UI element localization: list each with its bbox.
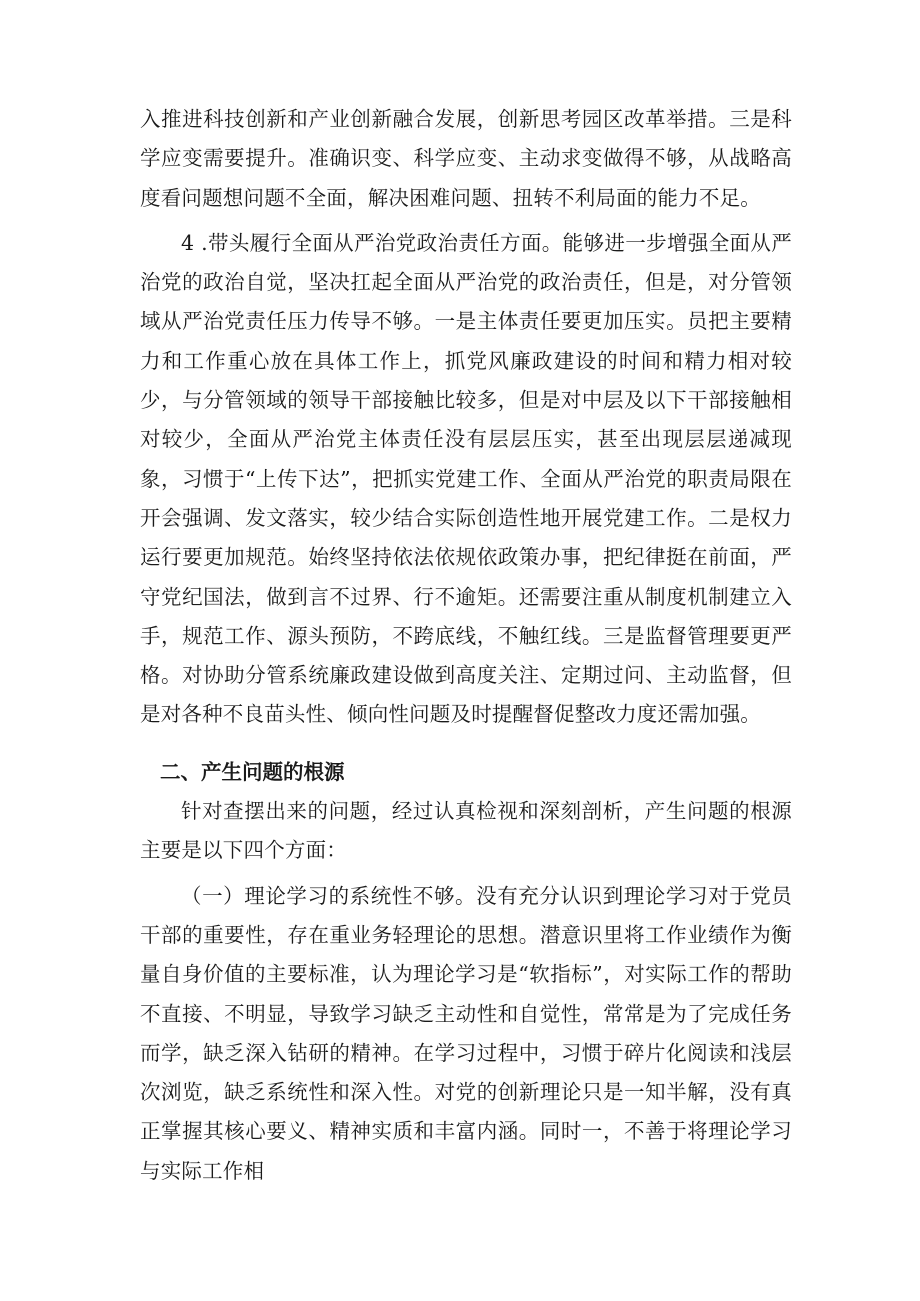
document-body xyxy=(140,100,792,1191)
paragraph-continuation: 入推进科技创新和产业创新融合发展，创新思考园区改革举措。三是科学应变需要提升。准确识变、科学应变、主动求变做得不够，从战略高度看问题想问题不全面，解决困难问题、扭转不利局面的能力不足。 xyxy=(140,107,792,210)
paragraph-root-causes-intro: 针对查摆出来的问题，经过认真检视和深刻剖析，产生问题的根源主要是以下四个方面： xyxy=(140,799,792,863)
section-heading-root-causes: 二、产生问题的根源 xyxy=(160,759,345,784)
paragraph-theory-study: （一）理论学习的系统性不够。没有充分认识到理论学习对于党员干部的重要性，存在重业务轻理论的思想。潜意识里将工作业绩作为衡量自身价值的主要标准，认为理论学习是“软指标”，对实际工作的帮助不直接、不明显，导致学习缺乏主动性和自觉性，常常是为了完成任务而学，缺乏深入钻研的精神。在学习过程中，习惯于碎片化阅读和浅层次浏览，缺乏系统性和深入性。对党的创新理论只是一知半解，没有真正掌握其核心要义、精神实质和丰富内涵。同时一，不善于将理论学习与实际工作相 xyxy=(140,883,792,1183)
paragraph-party-responsibility: 4 .带头履行全面从严治党政治责任方面。能够进一步增强全面从严治党的政治自觉，坚决扛起全面从严治党的政治责任，但是，对分管领域从严治党责任压力传导不够。一是主体责任要更加压实。员把主要精力和工作重心放在具体工作上，抓党风廉政建设的时间和精力相对较少，与分管领域的领导干部接触比较多，但是对中层及以下干部接触相对较少，全面从严治党主体责任没有层层压实，甚至出现层层递减现象，习惯于“上传下达”，把抓实党建工作、全面从严治党的职责局限在开会强调、发文落实，较少结合实际创造性地开展党建工作。二是权力运行要更加规范。始终坚持依法依规依政策办事，把纪律挺在前面，严守党纪国法，做到言不过界、行不逾矩。还需要注重从制度机制建立入手，规范工作、源头预防，不跨底线，不触红线。三是监督管理要更严格。对协助分管系统廉政建设做到高度关注、定期过问、主动监督，但是对各种不良苗头性、倾向性问题及时提醒督促整改力度还需加强。 xyxy=(140,230,792,727)
